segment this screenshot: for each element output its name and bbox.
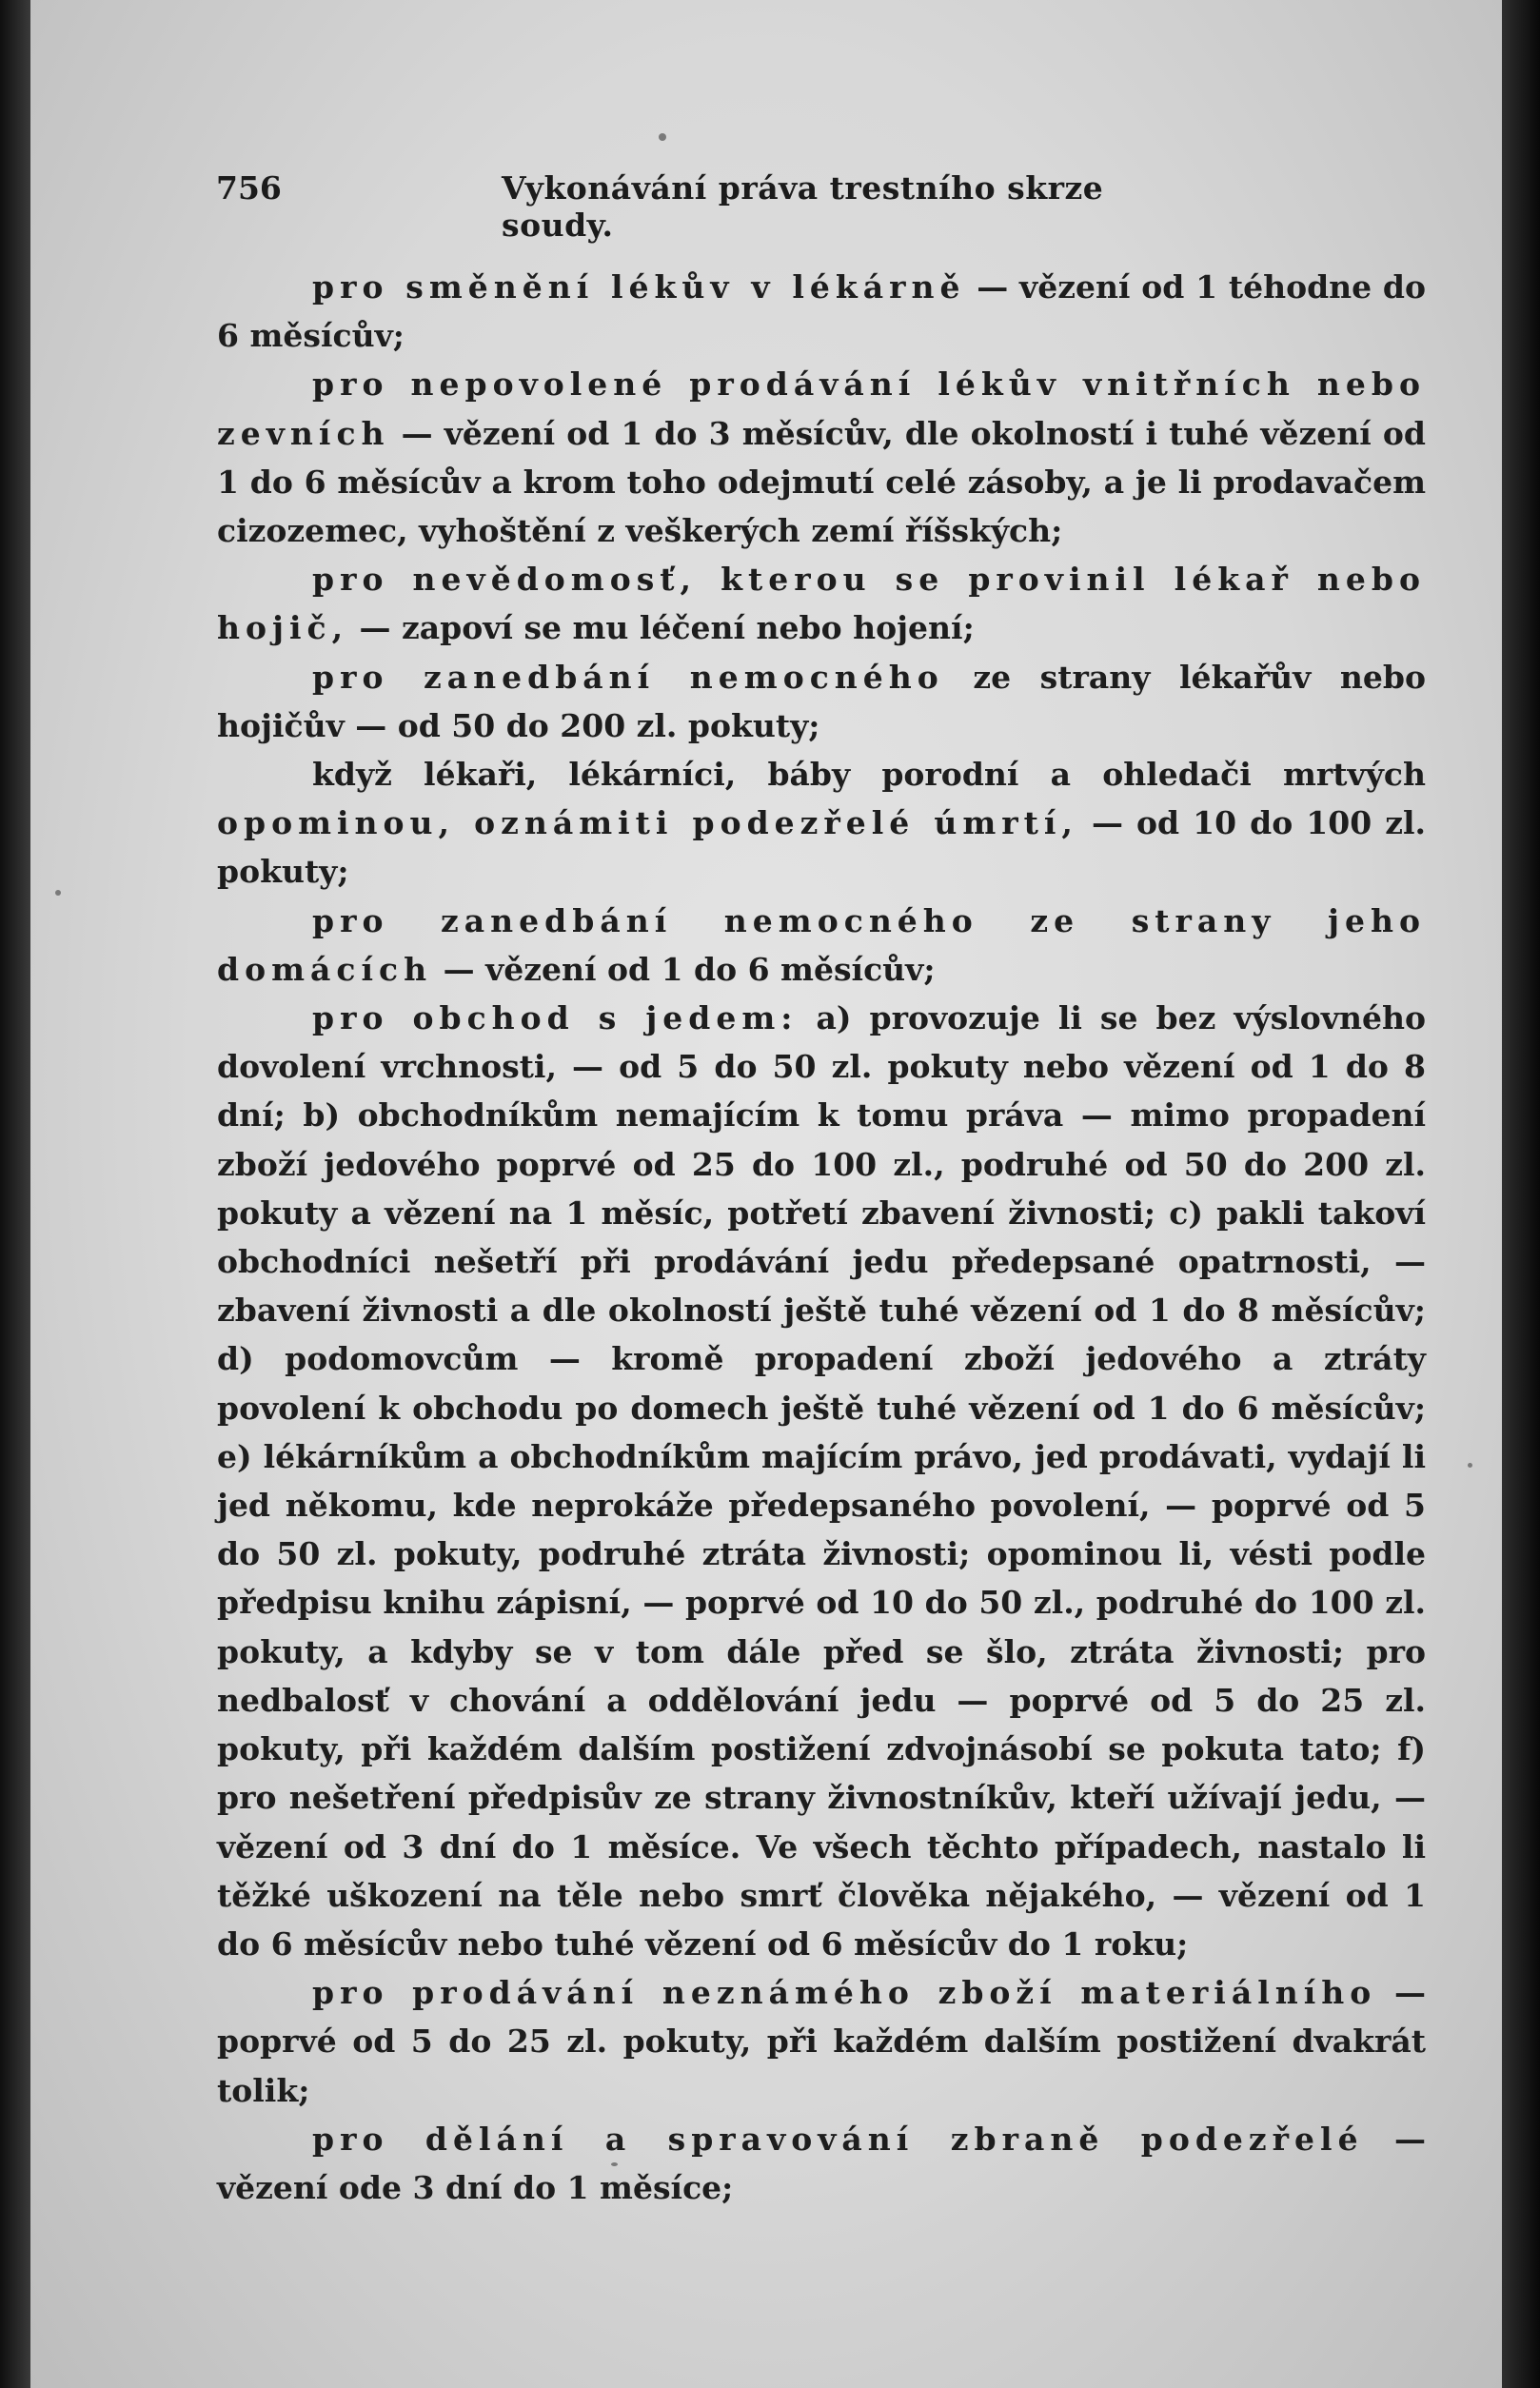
paragraph-text: — vězení od 1 do 6 měsícův;: [432, 950, 936, 988]
paragraph: [217, 1968, 1426, 2115]
paragraph-keyword: pro zanedbání nemocného ze strany jeho domácích: [217, 901, 1426, 988]
paragraph-keyword: pro směnění lékův v lékárně: [312, 268, 966, 306]
paragraph: [217, 653, 1426, 750]
paragraph-text: — poprvé od 5 do 25 zl. pokuty, při každém dalším postižení dvakrát tolik;: [217, 1974, 1426, 2109]
page-header: [216, 169, 1206, 244]
paragraph-keyword: pro nepovolené prodávání lékův vnitřních nebo zevních: [217, 365, 1426, 452]
scan-speck: [55, 890, 61, 896]
paragraph-text: — zapoví se mu léčení nebo hojení;: [348, 609, 975, 647]
paragraph-text: když lékaři, lékárníci, báby porodní a ohledači mrtvých: [312, 756, 1426, 794]
scan-speck: [1468, 1463, 1472, 1468]
paragraph-text: ze strany lékařův nebo hojičův — od 50 do 200 zl. pokuty;: [217, 658, 1426, 744]
scan-edge-left: [0, 0, 30, 2388]
scan-speck: [659, 133, 666, 141]
paragraph: [217, 555, 1426, 652]
paragraph: [217, 2115, 1426, 2212]
paragraph-keyword: pro obchod s jedem:: [312, 999, 799, 1037]
paragraph-keyword: pro dělání a spravování zbraně podezřelé: [312, 2120, 1364, 2158]
paragraph-text: — vězení od 1 do 3 měsícův, dle okolností i tuhé vězení od 1 do 6 měsícův a krom toho odejmutí celé zásoby, a je li prodavačem cizozemec, vyhoštění z veškerých zemí říšských;: [217, 414, 1426, 550]
paragraph-keyword: pro prodávání neznámého zboží materiálního: [312, 1974, 1377, 2012]
paragraph: [217, 360, 1426, 555]
scan-edge-right: [1502, 0, 1540, 2388]
paragraph-keyword: pro zanedbání nemocného: [312, 658, 944, 696]
paragraph: [217, 750, 1426, 897]
paragraph-tail: — od 10 do 100 zl. pokuty;: [217, 804, 1426, 891]
paragraph: [217, 263, 1426, 360]
book-page: [30, 0, 1502, 2388]
paragraph-keyword: pro nevědomosť, kterou se provinil lékař nebo hojič,: [217, 561, 1426, 647]
scan-speck: [611, 2162, 618, 2166]
paragraph: [217, 994, 1426, 1968]
paragraph-text: a) provozuje li se bez výslovného dovolení vrchnosti, — od 5 do 50 zl. pokuty nebo vězení od 1 do 8 dní; b) obchodníkům nemajícím k tomu práva — mimo propadení zboží jedového poprvé od 25 do 100 zl., podruhé od 50 do 200 zl. pokuty a vězení na 1 měsíc, potřetí zbavení živnosti; c) pakli takoví obchodníci nešetří při prodávání jedu předepsané opatrnosti, — zbavení živnosti a dle okolností ještě tuhé vězení od 1 do 8 měsícův; d) podomovcům — kromě propadení zboží jedového a ztráty povolení k obchodu po domech ještě tuhé vězení od 1 do 6 měsícův; e) lékárníkům a obchodníkům majícím právo, jed prodávati, vydají li jed někomu, kde neprokáže předepsaného povolení, — poprvé od 5 do 50 zl. pokuty, podruhé ztráta živnosti; opominou li, vésti podle předpisu knihu zápisní, — poprvé od 10 do 50 zl., podruhé do 100 zl. pokuty, a kdyby se v tom dále před se šlo, ztráta živnosti; pro nedbalosť v chování a oddělování jedu — poprvé od 5 do 25 zl. pokuty, při každém dalším postižení zdvojnásobí se pokuta tato; f) pro nešetření předpisův ze strany živnostníkův, kteří užívají jedu, — vězení od 3 dní do 1 měsíce. Ve všech těchto případech, nastalo li těžké uškození na těle nebo smrť člověka nějakého, — vězení od 1 do 6 měsícův nebo tuhé vězení od 6 měsícův do 1 roku;: [217, 999, 1426, 1963]
page-number: 756: [216, 169, 282, 207]
body-text: [217, 263, 1426, 2212]
paragraph-text: — vězení ode 3 dní do 1 měsíce;: [217, 2120, 1426, 2206]
paragraph: [217, 897, 1426, 994]
paragraph-keyword: opominou, oznámiti podezřelé úmrtí,: [217, 804, 1078, 842]
paragraph-text: — vězení od 1 téhodne do 6 měsícův;: [217, 268, 1427, 355]
running-title: Vykonávání práva trestního skrze soudy.: [502, 169, 1104, 244]
